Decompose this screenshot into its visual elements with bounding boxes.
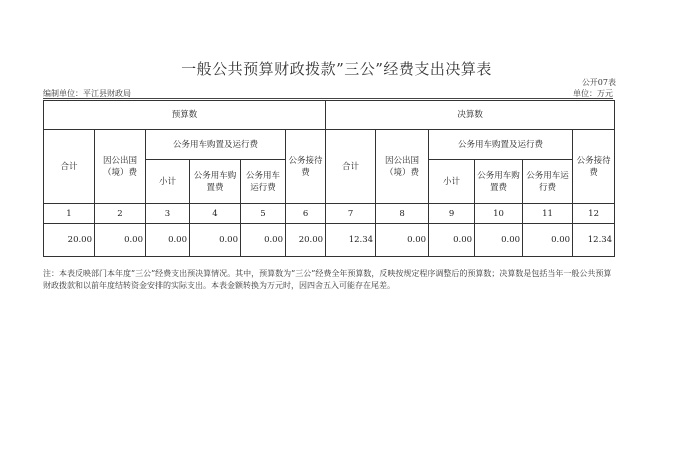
currency-unit: 单位：万元 <box>573 89 613 98</box>
budget-vehicle-group-header: 公务用车购置及运行费 <box>146 130 286 160</box>
value-cell: 0.00 <box>146 224 190 257</box>
value-cell: 0.00 <box>241 224 286 257</box>
final-vehicle-group-header: 公务用车购置及运行费 <box>429 130 573 160</box>
expense-table <box>43 100 615 257</box>
value-cell: 12.34 <box>326 224 376 257</box>
budget-vehicle-purchase-header: 公务用车购置费 <box>190 160 241 204</box>
final-vehicle-purchase-header: 公务用车购置费 <box>475 160 523 204</box>
column-number: 7 <box>326 204 376 224</box>
budget-group-header: 预算数 <box>44 101 326 130</box>
column-number: 4 <box>190 204 241 224</box>
value-cell: 0.00 <box>95 224 146 257</box>
column-number: 9 <box>429 204 475 224</box>
column-number: 8 <box>376 204 429 224</box>
column-number: 3 <box>146 204 190 224</box>
compiling-unit: 编制单位：平江县财政局 <box>43 89 131 98</box>
budget-total-header: 合计 <box>44 130 95 204</box>
budget-reception-header: 公务接待费 <box>286 130 326 204</box>
final-abroad-header: 因公出国（境）费 <box>376 130 429 204</box>
final-subtotal-header: 小计 <box>429 160 475 204</box>
final-group-header: 决算数 <box>326 101 615 130</box>
value-cell: 0.00 <box>190 224 241 257</box>
final-vehicle-operation-header: 公务用车运行费 <box>523 160 573 204</box>
value-cell: 0.00 <box>429 224 475 257</box>
form-code: 公开07表 <box>581 78 616 87</box>
footnote: 注：本表反映部门本年度”三公”经费支出预决算情况。其中，预算数为”三公”经费全年预算数，反映按规定程序调整后的预算数；决算数是包括当年一般公共预算财政拨款和以前年度结转资金安排的实际支出。本表金额转换为万元时，因四舍五入可能存在尾差。 <box>43 269 612 290</box>
group-header-row <box>44 101 615 130</box>
column-number: 6 <box>286 204 326 224</box>
final-reception-header: 公务接待费 <box>573 130 615 204</box>
budget-abroad-header: 因公出国（境）费 <box>95 130 146 204</box>
value-cell: 12.34 <box>573 224 615 257</box>
value-cell: 0.00 <box>475 224 523 257</box>
column-number: 2 <box>95 204 146 224</box>
column-number-row <box>44 204 615 224</box>
value-cell: 20.00 <box>44 224 95 257</box>
column-header-row-1 <box>44 130 615 160</box>
budget-subtotal-header: 小计 <box>146 160 190 204</box>
column-number: 11 <box>523 204 573 224</box>
column-number: 12 <box>573 204 615 224</box>
data-row <box>44 224 615 257</box>
final-total-header: 合计 <box>326 130 376 204</box>
column-number: 5 <box>241 204 286 224</box>
header-info-line <box>43 88 613 99</box>
column-number: 1 <box>44 204 95 224</box>
budget-vehicle-operation-header: 公务用车运行费 <box>241 160 286 204</box>
page-title: 一般公共预算财政拨款”三公”经费支出决算表 <box>181 60 492 78</box>
value-cell: 0.00 <box>523 224 573 257</box>
column-number: 10 <box>475 204 523 224</box>
value-cell: 0.00 <box>376 224 429 257</box>
value-cell: 20.00 <box>286 224 326 257</box>
